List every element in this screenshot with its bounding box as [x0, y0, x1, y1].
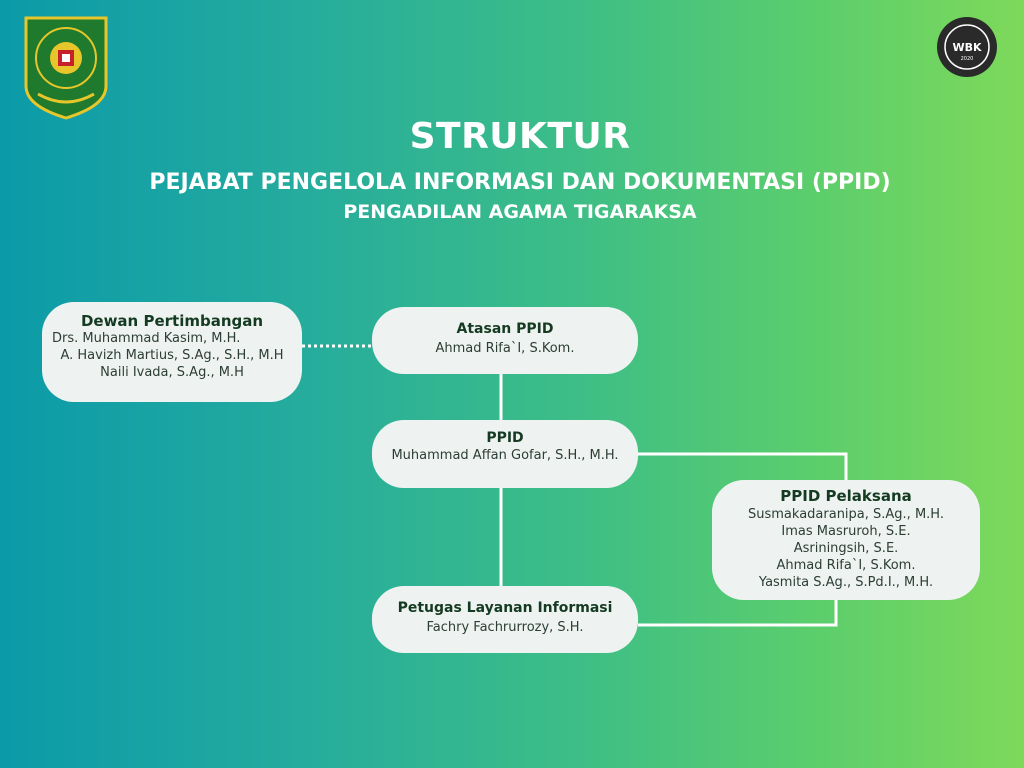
node-title: Atasan PPID	[456, 321, 554, 337]
node-title: PPID	[486, 430, 524, 446]
institution-name: PENGADILAN AGAMA TIGARAKSA	[343, 201, 697, 223]
node-ppid	[372, 420, 638, 488]
page-subtitle: PEJABAT PENGELOLA INFORMASI DAN DOKUMENTASI (PPID)	[149, 170, 891, 195]
node-title: Dewan Pertimbangan	[80, 312, 264, 330]
node-atasan-ppid	[372, 307, 638, 374]
node-title: PPID Pelaksana	[780, 487, 912, 505]
member-name: Imas Masruroh, S.E.	[781, 524, 911, 539]
member-name: Muhammad Affan Gofar, S.H., M.H.	[391, 448, 619, 463]
member-name: Ahmad Rifa`I, S.Kom.	[435, 341, 575, 356]
member-name: Ahmad Rifa`I, S.Kom.	[776, 558, 916, 573]
member-name: Fachry Fachrurrozy, S.H.	[426, 620, 584, 635]
wbk-year: 2020	[960, 56, 974, 62]
member-name: Asriningsih, S.E.	[793, 541, 899, 556]
node-petugas-layanan-informasi	[372, 586, 638, 653]
wbk-text: WBK	[952, 41, 982, 54]
member-name: Drs. Muhammad Kasim, M.H.	[52, 331, 241, 346]
ppid-pelaksana-line	[638, 454, 846, 480]
node-dewan-pertimbangan	[42, 302, 302, 402]
member-name: Susmakadaranipa, S.Ag., M.H.	[748, 507, 944, 522]
page-title: STRUKTUR	[409, 116, 631, 157]
pelaksana-petugas-line	[638, 600, 836, 625]
member-name: A. Havizh Martius, S.Ag., S.H., M.H	[60, 348, 284, 363]
member-name: Yasmita S.Ag., S.Pd.I., M.H.	[758, 575, 934, 590]
member-name: Naili Ivada, S.Ag., M.H	[100, 365, 244, 380]
node-title: Petugas Layanan Informasi	[397, 600, 613, 616]
node-ppid-pelaksana	[712, 480, 980, 600]
